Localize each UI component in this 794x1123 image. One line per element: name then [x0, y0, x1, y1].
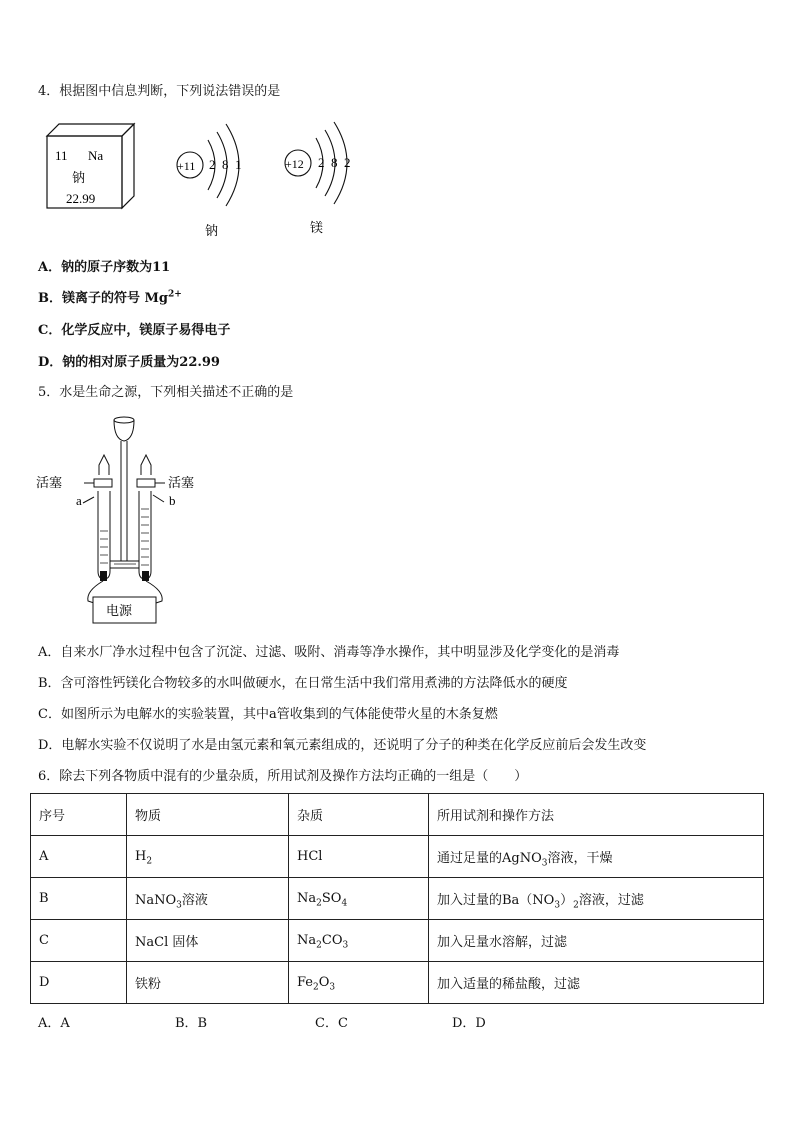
row-impurity: $Na_2SO_4$ [289, 878, 429, 920]
row-method: 通过足量的AgNO$_3$溶液，干燥 [429, 836, 764, 878]
row-substance: NaCl 固体 [127, 920, 289, 962]
table-header-row [31, 794, 764, 836]
q6-answer-a: A．A [38, 1016, 70, 1031]
row-impurity: HCl [289, 836, 429, 878]
header-substance: 物质 [127, 794, 289, 836]
q6-stem: 6．除去下列各物质中混有的少量杂质，所用试剂及操作方法均正确的一组是（ ） [38, 769, 528, 784]
q5-option-c: C．如图所示为电解水的实验装置，其中a管收集到的气体能使带火星的木条复燃 [38, 707, 498, 722]
power-label: 电源 [106, 604, 133, 619]
q5-option-a: A．自来水厂净水过程中包含了沉淀、过滤、吸附、消毒等净水操作，其中明显涉及化学变化的是消毒 [38, 645, 620, 660]
q4-option-a: A．钠的原子序数为11 [38, 260, 171, 275]
magnesium-shell-1: 2 [318, 155, 325, 170]
q6-table [30, 793, 764, 1004]
table-row [31, 878, 764, 920]
element-symbol: Na [88, 148, 104, 163]
row-substance: 铁粉 [127, 962, 289, 1004]
tube-a-label: a [76, 493, 82, 508]
q4-option-b-text: B．镁离子的符号 Mg [38, 291, 168, 306]
sodium-shell-1: 2 [209, 157, 216, 172]
left-valve-label: 活塞 [36, 476, 63, 491]
q4-option-d: D．钠的相对原子质量为22.99 [38, 355, 220, 370]
header-id: 序号 [31, 794, 127, 836]
q4-option-c: C．化学反应中，镁原子易得电子 [38, 323, 231, 338]
element-mass: 22.99 [66, 191, 96, 206]
sodium-label: 钠 [205, 224, 219, 239]
row-method: 加入适量的稀盐酸，过滤 [429, 962, 764, 1004]
row-substance: $H_2$ [127, 836, 289, 878]
magnesium-label: 镁 [310, 221, 324, 236]
magnesium-shell-3: 2 [344, 155, 351, 170]
sodium-atom-diagram [177, 124, 242, 239]
q4-figure [40, 118, 380, 243]
table-row [31, 962, 764, 1004]
row-method: 加入过量的$Ba(NO_3)_2$溶液，过滤 [429, 878, 764, 920]
element-card [47, 124, 134, 208]
q4-option-b-superscript: 2+ [168, 289, 182, 300]
element-name: 钠 [72, 171, 86, 186]
row-id: C [31, 920, 127, 962]
q5-option-b: B．含可溶性钙镁化合物较多的水叫做硬水，在日常生活中我们常用煮沸的方法降低水的硬度 [38, 676, 568, 691]
header-impurity: 杂质 [289, 794, 429, 836]
q5-option-d: D．电解水实验不仅说明了水是由氢元素和氧元素组成的，还说明了分子的种类在化学反应前后会发生改变 [38, 738, 647, 753]
magnesium-nucleus: +12 [285, 157, 304, 171]
q6-answer-c: C．C [315, 1016, 348, 1031]
table-row [31, 836, 764, 878]
right-valve-label: 活塞 [168, 476, 195, 491]
q5-stem: 5．水是生命之源，下列相关描述不正确的是 [38, 385, 294, 400]
sodium-shell-3: 1 [235, 157, 242, 172]
row-method: 加入足量水溶解，过滤 [429, 920, 764, 962]
sodium-nucleus: +11 [177, 159, 196, 173]
magnesium-atom-diagram [285, 122, 351, 236]
element-number: 11 [55, 148, 68, 163]
magnesium-shell-2: 8 [331, 155, 338, 170]
row-id: B [31, 878, 127, 920]
row-id: D [31, 962, 127, 1004]
q6-answer-b: B．B [175, 1016, 208, 1031]
q4-option-b [38, 290, 182, 308]
sodium-shell-2: 8 [222, 157, 229, 172]
electrolysis-apparatus [36, 413, 216, 625]
tube-b-label: b [169, 493, 176, 508]
row-impurity: $Fe_2O_3$ [289, 962, 429, 1004]
q6-answer-d: D．D [452, 1016, 486, 1031]
header-method: 所用试剂和操作方法 [429, 794, 764, 836]
row-id: A [31, 836, 127, 878]
q4-stem: 4．根据图中信息判断，下列说法错误的是 [38, 84, 281, 99]
table-row [31, 920, 764, 962]
row-impurity: $Na_2CO_3$ [289, 920, 429, 962]
row-substance: NaNO$_3$溶液 [127, 878, 289, 920]
